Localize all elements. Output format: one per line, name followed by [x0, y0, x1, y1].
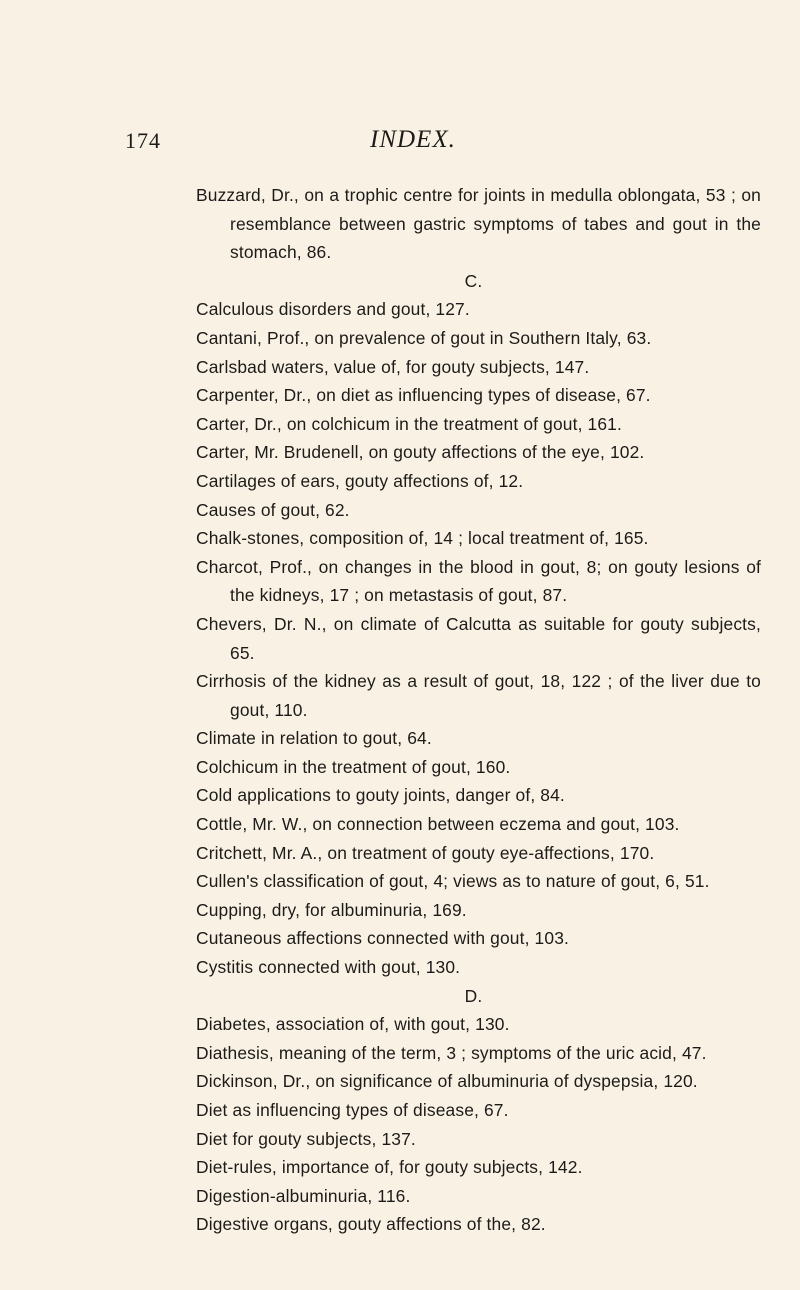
index-entry: Carter, Mr. Brudenell, on gouty affections of the eye, 102.	[196, 442, 645, 463]
index-entry: Climate in relation to gout, 64.	[196, 728, 432, 749]
index-entry: Carlsbad waters, value of, for gouty subjects, 147.	[196, 356, 590, 377]
index-entry: Digestive organs, gouty affections of the, 82.	[196, 1214, 546, 1235]
index-entry: Charcot, Prof., on changes in the blood in gout, 8; on gouty lesions of the kidneys, 17 ; on metastasis of gout, 87.	[196, 556, 761, 606]
index-entry: Cold applications to gouty joints, danger of, 84.	[196, 785, 565, 806]
page-number: 174	[125, 128, 161, 153]
index-entry: Carter, Dr., on colchicum in the treatment of gout, 161.	[196, 413, 622, 434]
index-entry: Causes of gout, 62.	[196, 499, 350, 520]
index-entry: Cystitis connected with gout, 130.	[196, 957, 461, 978]
running-title: INDEX.	[370, 126, 456, 153]
index-entry: Cutaneous affections connected with gout, 103.	[196, 928, 570, 949]
index-entry: Buzzard, Dr., on a trophic centre for joints in medulla oblongata, 53 ; on resemblance between gastric symptoms of tabes and gout in the stomach, 86.	[196, 185, 761, 263]
section-letter-c: C.	[464, 270, 483, 291]
index-entry: Cottle, Mr. W., on connection between eczema and gout, 103.	[196, 814, 680, 835]
index-entry: Carpenter, Dr., on diet as influencing types of disease, 67.	[196, 385, 651, 406]
index-entry: Diet as influencing types of disease, 67.	[196, 1100, 509, 1120]
index-entry: Cullen's classification of gout, 4; views as to nature of gout, 6, 51.	[196, 871, 710, 892]
index-entry: Diabetes, association of, with gout, 130.	[196, 1014, 510, 1035]
index-entry: Cantani, Prof., on prevalence of gout in Southern Italy, 63.	[196, 327, 652, 348]
index-entry: Chevers, Dr. N., on climate of Calcutta as suitable for gouty subjects, 65.	[196, 613, 761, 663]
index-entry: Diet-rules, importance of, for gouty subjects, 142.	[196, 1157, 583, 1178]
index-entry: Cirrhosis of the kidney as a result of gout, 18, 122 ; of the liver due to gout, 110.	[196, 671, 761, 720]
index-entry: Diathesis, meaning of the term, 3 ; symptoms of the uric acid, 47.	[196, 1042, 707, 1063]
page-header	[125, 128, 685, 162]
index-entry: Calculous disorders and gout, 127.	[196, 299, 470, 320]
index-entry: Critchett, Mr. A., on treatment of gouty eye-affections, 170.	[196, 842, 655, 863]
index-entry: Chalk-stones, composition of, 14 ; local treatment of, 165.	[196, 528, 649, 549]
index-entry: Cupping, dry, for albuminuria, 169.	[196, 899, 467, 920]
index-entry: Diet for gouty subjects, 137.	[196, 1128, 416, 1149]
index-entry: Dickinson, Dr., on significance of albuminuria of dyspepsia, 120.	[196, 1071, 698, 1092]
section-letter-d: D.	[464, 985, 483, 1006]
index-entry: Cartilages of ears, gouty affections of, 12.	[196, 470, 524, 491]
index-entry: Colchicum in the treatment of gout, 160.	[196, 756, 511, 777]
index-entries	[196, 181, 761, 1239]
index-entry: Digestion-albuminuria, 116.	[196, 1185, 411, 1206]
